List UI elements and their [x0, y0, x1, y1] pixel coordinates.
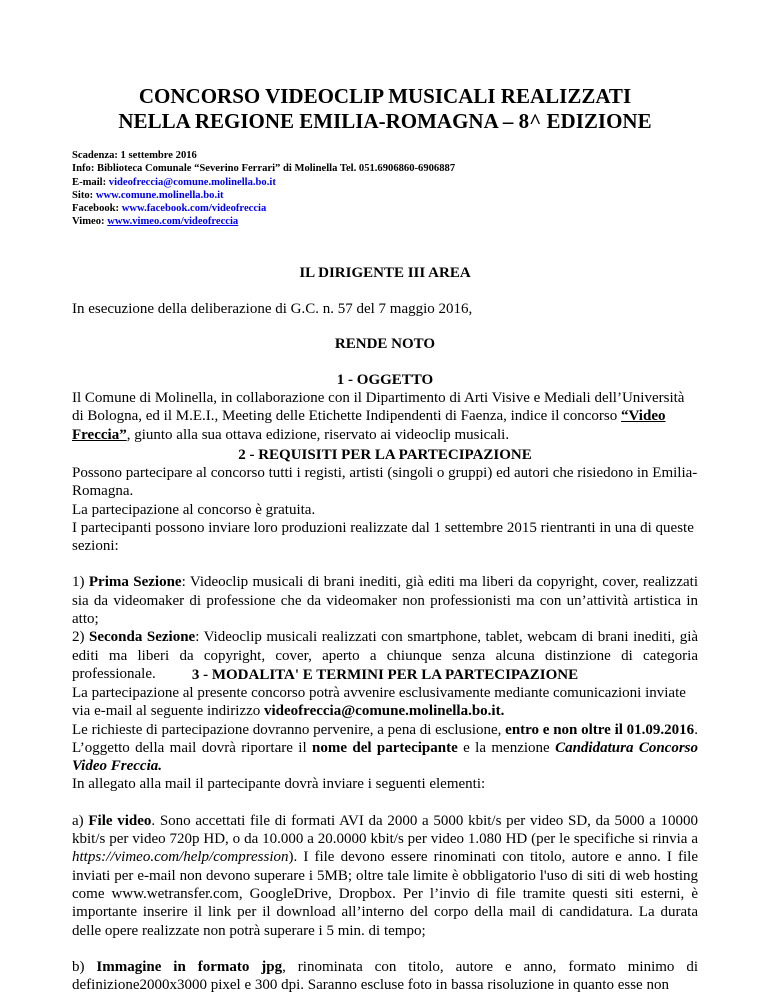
- s3-line-3: [72, 721, 698, 739]
- site-line: [72, 189, 455, 202]
- s3-deadline: entro e non oltre il 01.09.2016: [505, 721, 695, 738]
- s2-p1: Possono partecipare al concorso tutti i registi, artisti (singoli o gruppi) ed autori che risiedono in Emilia-: [72, 465, 698, 481]
- s3-item-a-text-2: ). I file devono essere rinominati con titolo, autore e anno. I file inviati per e-mail non devono superare i 5MB; oltre tale limite è obbligatorio l'uso di siti di web hosting come www.wetransfer.com, GoogleDrive, Dropbox. Per l’invio di file tramite questi siti esterni, è importante inserire il link per il download all’interno del corpo della mail di candidatura. La durata delle opere realizzate non potrà superare i 5 min. di tempo;: [72, 849, 698, 939]
- facebook-label: Facebook:: [72, 203, 122, 215]
- s2-item-1-num: 1): [72, 574, 89, 591]
- s3-line-5: In allegato alla mail il partecipante dovrà inviare i seguenti elementi:: [72, 776, 486, 793]
- s1-line-1: Il Comune di Molinella, in collaborazione con il Dipartimento di Arti Visive e Mediali dell’Università: [72, 390, 685, 406]
- s3-line-4: [72, 739, 698, 776]
- s2-item-2-label: Seconda Sezione: [89, 629, 196, 646]
- s3-line-4-text: L’oggetto della mail dovrà riportare il: [72, 739, 312, 756]
- vimeo-label: Vimeo:: [72, 216, 108, 228]
- s2-item-1-label: Prima Sezione: [88, 574, 182, 591]
- document-title: [72, 84, 698, 134]
- s3-item-b: [72, 958, 698, 994]
- s3-item-b-num: b): [72, 958, 97, 975]
- s3-item-b-text: , rinominata con titolo, autore e anno, formato minimo di definizione2000x3000 pixel e 300 dpi. Saranno escluse foto in bassa risoluzione in quanto esse non: [72, 958, 698, 994]
- vimeo-link[interactable]: www.vimeo.com/videofreccia: [107, 216, 239, 228]
- section-1-body: [72, 389, 698, 444]
- site-link[interactable]: www.comune.molinella.bo.it: [95, 189, 224, 201]
- s2-item-2-text: : Videoclip musicali realizzati con smartphone, tablet, webcam di brani inediti, già editi ma liberi da copyright, cover, aperto a chiunque senza alcuna distinzione di categoria professionale.: [72, 629, 699, 682]
- facebook-line: [72, 202, 455, 215]
- s1-line-3: [72, 426, 698, 444]
- s3-line-3-end: .: [694, 721, 698, 738]
- esecuzione-text: In esecuzione della deliberazione di G.C. n. 57 del 7 maggio 2016,: [72, 301, 473, 317]
- s2-item-1: [72, 573, 698, 628]
- title-line-1: CONCORSO VIDEOCLIP MUSICALI REALIZZATI: [138, 84, 632, 108]
- video-freccia-name-1: “Video: [621, 408, 666, 425]
- email-label: E-mail:: [72, 176, 109, 188]
- s3-line-3-text: Le richieste di partecipazione dovranno pervenire, a pena di esclusione,: [72, 721, 506, 738]
- s2-p3b: sezioni:: [72, 538, 119, 555]
- s3-item-a-num: a): [72, 812, 89, 829]
- vimeo-line: [72, 215, 455, 228]
- s3-item-a: [72, 812, 698, 940]
- s3-item-b-label: Immagine in formato jpg: [96, 958, 283, 975]
- dirigente-heading: IL DIRIGENTE III AREA: [299, 265, 471, 281]
- site-label: Sito:: [72, 189, 96, 201]
- title-line-2: NELLA REGIONE EMILIA-ROMAGNA – 8^ EDIZIONE: [118, 109, 652, 133]
- section-3-heading: 3 - MODALITA' E TERMINI PER LA PARTECIPAZIONE: [191, 667, 579, 683]
- s3-line-2-text: via e-mail al seguente indirizzo: [72, 703, 265, 720]
- email-link[interactable]: videofreccia@comune.molinella.bo.it: [108, 176, 276, 188]
- s1-line-2: [72, 407, 698, 425]
- s3-line-2: [72, 702, 698, 720]
- s3-candidatura: Candidatura Concorso Video Freccia.: [72, 739, 699, 775]
- section-1-heading: 1 - OGGETTO: [336, 372, 434, 388]
- s3-email: videofreccia@comune.molinella.bo.it.: [264, 703, 505, 720]
- section-2-body: [72, 464, 698, 683]
- s2-item-1-text: : Videoclip musicali di brani inediti, già editi ma liberi da copyright, cover, realizzati sia da videomaker di professione che da videomaker non professionisti ma con un’attività artistica in atto;: [72, 574, 698, 628]
- deadline: Scadenza: 1 settembre 2016: [72, 150, 197, 161]
- section-3-body: [72, 684, 698, 994]
- email-line: [72, 176, 455, 189]
- rende-noto-heading: RENDE NOTO: [334, 336, 436, 352]
- s2-p1b: Romagna.: [72, 483, 134, 500]
- info-block: [72, 149, 455, 229]
- s3-line-1: La partecipazione al presente concorso potrà avvenire esclusivamente mediante comunicazioni inviate: [72, 685, 686, 701]
- facebook-link[interactable]: www.facebook.com/videofreccia: [121, 203, 267, 215]
- s2-p3: I partecipanti possono inviare loro produzioni realizzate dal 1 settembre 2015 rientranti in una di queste: [72, 519, 694, 536]
- s3-item-a-label: File video: [88, 812, 152, 829]
- s3-item-a-text-1: . Sono accettati file di formati AVI da 2000 a 5000 kbit/s per video SD, da 5000 a 10000 kbit/s per video 720p HD, o da 10.000 a 20.0000 kbit/s per video 1.080 HD (per le specifiche si rinvia a: [72, 812, 699, 848]
- s3-vimeo-compression-link: https://vimeo.com/help/compression: [72, 849, 289, 866]
- video-freccia-name-2: Freccia”: [72, 426, 127, 443]
- s2-p2: La partecipazione al concorso è gratuita.: [72, 501, 316, 518]
- s1-line-2-text: di Bologna, ed il M.E.I., Meeting delle Etichette Indipendenti di Faenza, indice il concorso: [72, 408, 622, 425]
- s1-line-3-text: , giunto alla sua ottava edizione, riservato ai videoclip musicali.: [126, 426, 510, 443]
- info-line: Info: Biblioteca Comunale “Severino Ferrari” di Molinella Tel. 051.6906860-6906887: [72, 163, 456, 175]
- s3-nome-partecipante: nome del partecipante: [312, 739, 458, 756]
- s3-line-4-mid: e la menzione: [457, 739, 556, 756]
- s2-item-2-num: 2): [72, 629, 90, 646]
- section-2-heading: 2 - REQUISITI PER LA PARTECIPAZIONE: [238, 447, 532, 463]
